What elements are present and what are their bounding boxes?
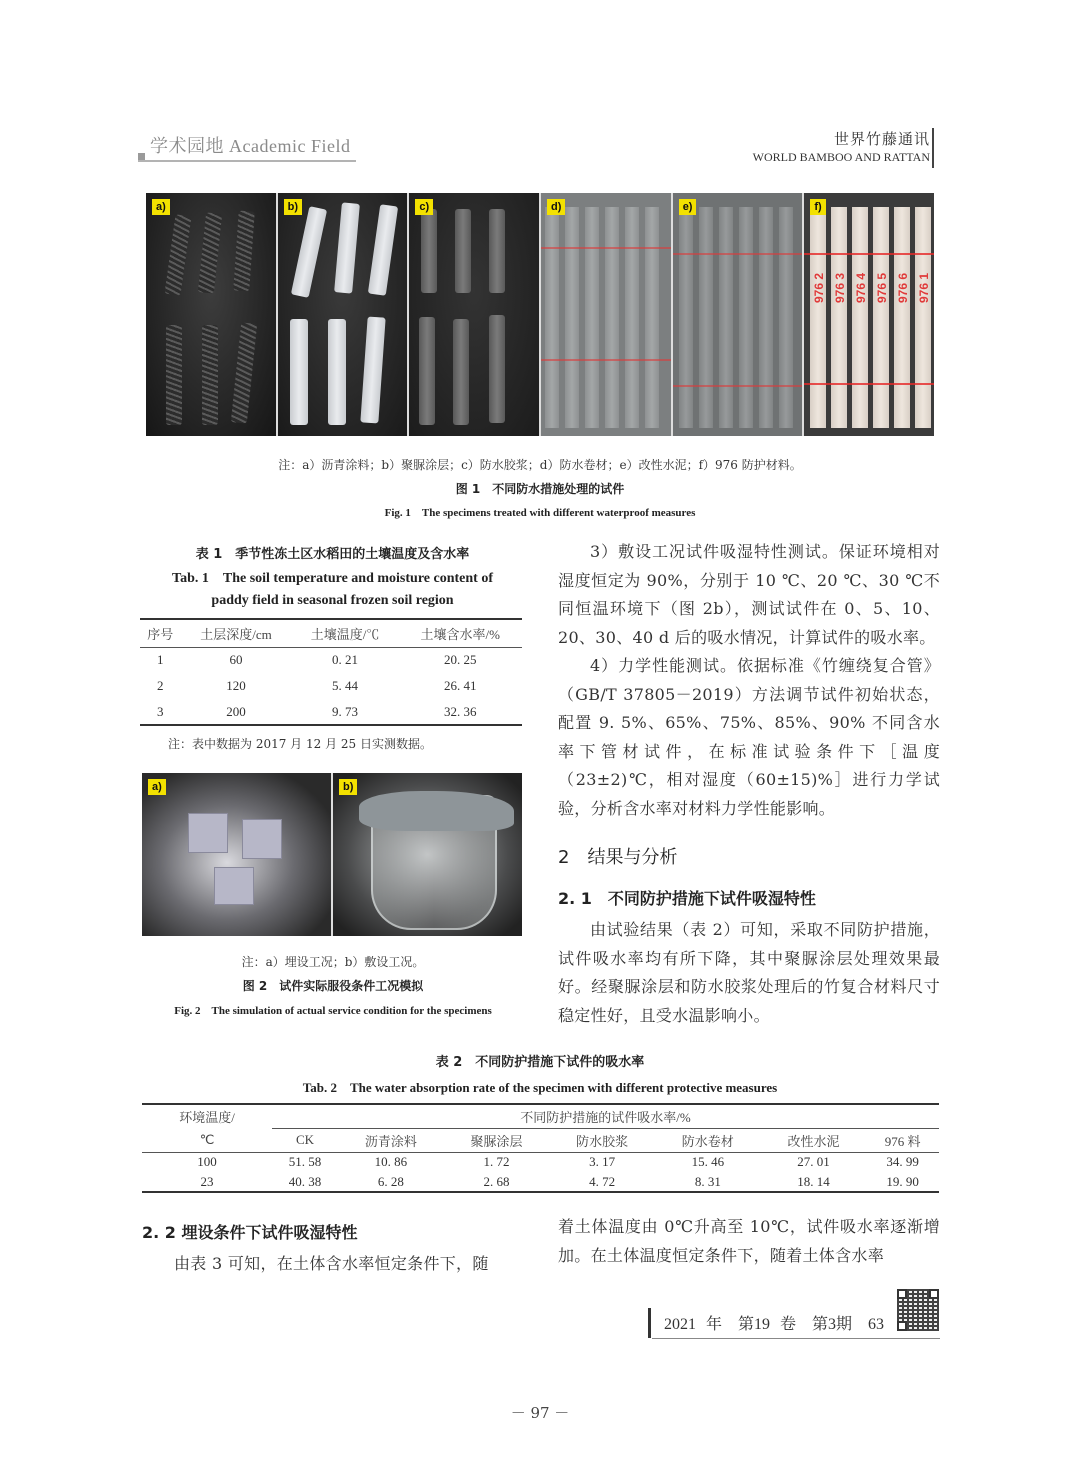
cell: 32. 36 [443, 703, 477, 719]
table2-caption-en: Tab. 2 The water absorption rate of the specimen with different protective measures [302, 1080, 778, 1095]
table-row [140, 647, 522, 673]
table1-note: 注：表中数据为 2017 月 12 月 25 日实测数据。 [168, 737, 432, 751]
column-header: ℃ [142, 1128, 272, 1152]
fig1-panel-c [409, 193, 539, 436]
specimen-mark: 976 6 [896, 273, 911, 304]
cell: 2 [156, 678, 164, 693]
fig2-caption-en: Fig. 2 The simulation of actual service condition for the specimens [174, 1005, 492, 1017]
table-row [140, 673, 522, 699]
section-2-2-left-text [142, 1250, 524, 1279]
fig1-panel-a [146, 193, 276, 436]
cell: 27. 01 [797, 1154, 830, 1170]
specimen-mark: 976 3 [833, 273, 848, 304]
cell: 23 [200, 1173, 214, 1189]
cell: 4. 72 [589, 1173, 616, 1189]
fig2-note: 注：a）埋设工况；b）敷设工况。 [241, 955, 425, 969]
cell: 15. 46 [691, 1154, 725, 1170]
table-2 [142, 1103, 939, 1193]
column-header: 防水胶浆 [549, 1128, 655, 1152]
cell: 200 [226, 703, 246, 719]
table1-caption-en [140, 568, 525, 612]
table-1 [140, 618, 522, 726]
paragraph-3: 3）敷设工况试件吸湿特性测试。保证环境相对湿度恒定为 90%，分别于 10 ℃、20 ℃、30 ℃不同恒温环境下（图 2b），测试试件在 0、5、10、20、30、40 d 后的吸水情况，计算试件的吸水率。 [558, 542, 940, 647]
column-header: 976 料 [866, 1128, 939, 1152]
cell: 120 [226, 678, 246, 693]
specimen-mark: 976 4 [854, 273, 869, 304]
table-row [142, 1172, 939, 1192]
page-number: － 97 － [510, 1404, 570, 1422]
caption-line: paddy field in seasonal frozen soil region [211, 593, 454, 608]
column-header: 防水卷材 [655, 1128, 761, 1152]
table-header-row [142, 1128, 939, 1152]
cell: 5. 44 [332, 678, 359, 693]
journal-name-cn: 世界竹藤通讯 [833, 132, 930, 148]
paragraph: 着土体温度由 0℃升高至 10℃，试件吸水率逐渐增加。在土体温度恒定条件下，随着土体含水率 [558, 1217, 940, 1265]
section-2-1-heading: 2. 1 不同防护措施下试件吸湿特性 [558, 889, 816, 908]
table1-caption-cn: 表 1 季节性冻土区水稻田的土壤温度及含水率 [195, 547, 470, 562]
panel-label: a) [148, 779, 166, 795]
journal-name-en: WORLD BAMBOO AND RATTAN [752, 150, 930, 164]
cell: 10. 86 [374, 1154, 408, 1170]
paragraph: 由表 3 可知，在土体含水率恒定条件下，随 [174, 1254, 489, 1273]
paragraph-4: 4）力学性能测试。依据标准《竹缠绕复合管》（GB/T 37805－2019）方法调节试件初始状态，配置 9. 5%、65%、75%、85%、90% 不同含水率下管材试件，在标准试验条件下［温度（23±2)℃，相对湿度（60±15)%］进行力学试验，分析含水率对材料力学性能影响。 [558, 656, 940, 818]
fig1-note: 注：a）沥青涂料；b）聚脲涂层；c）防水胶浆；d）防水卷材；e）改性水泥；f）976 防护材料。 [278, 458, 802, 472]
panel-label: f) [810, 199, 825, 215]
header-vertical-bar [932, 128, 934, 168]
panel-label: b) [284, 199, 302, 215]
cell: 34. 99 [886, 1154, 919, 1170]
qr-code-icon[interactable] [897, 1289, 939, 1331]
panel-label: d) [547, 199, 565, 215]
cell: 0. 21 [332, 652, 359, 668]
cell: 19. 90 [886, 1173, 919, 1189]
column-header: 土壤含水率/% [398, 619, 522, 647]
cell: 3 [156, 703, 164, 719]
fig2-caption-cn: 图 2 试件实际服役条件工况模拟 [242, 979, 424, 993]
footer-rule [652, 1338, 940, 1339]
cell: 3. 17 [589, 1154, 616, 1170]
panel-label: c) [415, 199, 433, 215]
column-header: 土壤温度/℃ [292, 619, 399, 647]
caption-line: Tab. 1 The soil temperature and moisture content of [172, 571, 493, 586]
column-header: CK [272, 1128, 338, 1152]
specimen-mark: 976 2 [812, 273, 827, 304]
footer-bar [648, 1308, 651, 1338]
table-row [140, 699, 522, 725]
specimen-mark: 976 1 [917, 273, 932, 304]
column-header: 土层深度/cm [180, 619, 291, 647]
running-header-section: 学术园地 Academic Field [150, 136, 351, 156]
cell: 60 [229, 652, 243, 668]
section-2-2-heading: 2. 2 埋设条件下试件吸湿特性 [142, 1223, 358, 1242]
specimen-mark: 976 5 [875, 273, 890, 304]
cell: 6. 28 [377, 1173, 404, 1189]
section-2-heading: 2 结果与分析 [558, 847, 678, 868]
column-header: 环境温度/ [179, 1110, 235, 1125]
cell: 40. 38 [288, 1173, 322, 1189]
fig1-panel-b [278, 193, 408, 436]
paragraph: 由试验结果（表 2）可知，采取不同防护措施，试件吸水率均有所下降，其中聚脲涂层处理效果最好。经聚脲涂层和防水胶浆处理后的竹复合材料尺寸稳定性好，且受水温影响小。 [558, 920, 940, 1025]
cell: 9. 73 [332, 703, 359, 719]
column-header: 改性水泥 [761, 1128, 867, 1152]
fig1-panel-d [541, 193, 671, 436]
fig1-caption-en: Fig. 1 The specimens treated with different waterproof measures [384, 507, 696, 519]
running-header-journal [753, 128, 930, 165]
cell: 2. 68 [483, 1173, 510, 1189]
fig1-panel-e [673, 193, 803, 436]
fig2-panel-b [333, 773, 522, 936]
section-2-1-text [558, 916, 940, 1030]
fig1-caption-cn: 图 1 不同防水措施处理的试件 [455, 482, 625, 496]
panel-label: b) [339, 779, 357, 795]
cell: 8. 31 [694, 1173, 721, 1189]
column-header: 聚脲涂层 [444, 1128, 550, 1152]
fig2-panel-a [142, 773, 331, 936]
cell: 1. 72 [483, 1154, 510, 1170]
cell: 51. 58 [288, 1154, 322, 1170]
column-group-header: 不同防护措施的试件吸水率/% [272, 1104, 939, 1128]
figure-1 [146, 193, 934, 436]
table-header-row [142, 1104, 939, 1128]
figure-2 [142, 773, 522, 936]
right-column-methods [558, 538, 940, 823]
column-header: 序号 [140, 619, 180, 647]
table-header-row [140, 619, 522, 647]
issue-info: 2021 年 第19 卷 第3期 63 [664, 1316, 885, 1333]
panel-label: a) [152, 199, 170, 215]
section-2-2-right-text [558, 1213, 940, 1270]
column-header: 沥青涂料 [338, 1128, 444, 1152]
cell: 26. 41 [443, 678, 477, 693]
cell: 100 [197, 1154, 217, 1170]
header-rule [138, 160, 356, 162]
fig1-panel-f [804, 193, 934, 436]
cell: 1 [156, 652, 164, 668]
table2-caption-cn: 表 2 不同防护措施下试件的吸水率 [435, 1055, 645, 1070]
table-row [142, 1152, 939, 1172]
cell: 20. 25 [443, 652, 477, 668]
cell: 18. 14 [797, 1173, 830, 1189]
panel-label: e) [679, 199, 697, 215]
